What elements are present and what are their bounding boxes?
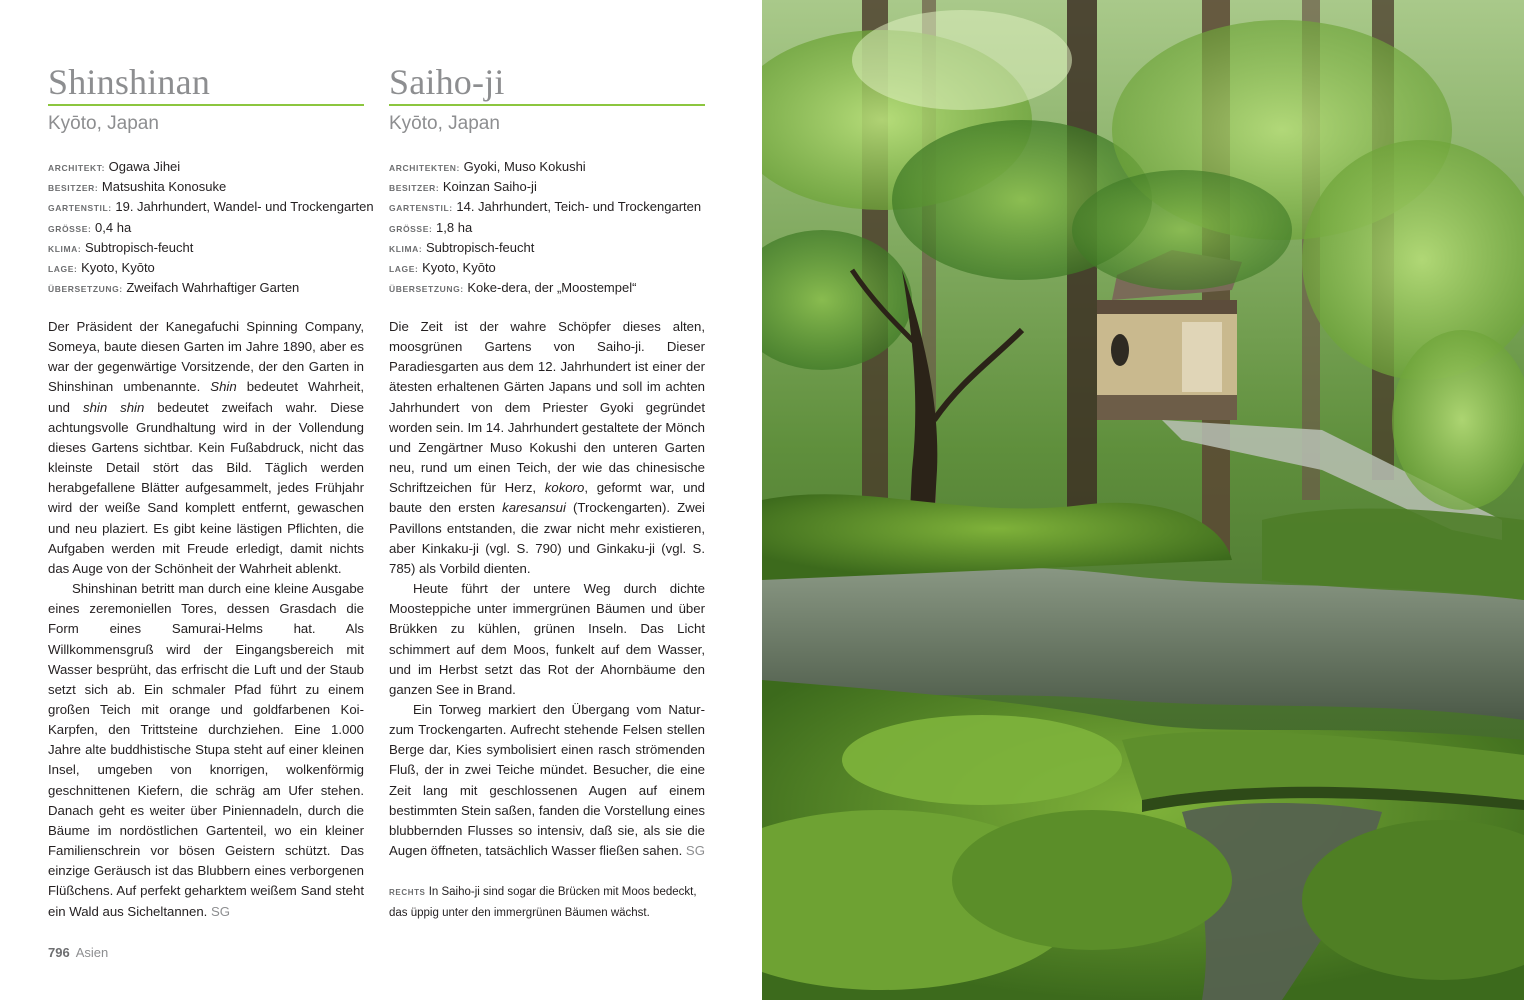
- fact-translation: ÜBERSETZUNG: Koke-dera, der „Moostempel“: [389, 280, 637, 296]
- fact-translation: ÜBERSETZUNG: Zweifach Wahrhaftiger Garten: [48, 280, 300, 296]
- fact-owner: BESITZER: Koinzan Saiho-ji: [389, 179, 537, 195]
- fact-location: LAGE: Kyoto, Kyōto: [48, 259, 155, 275]
- fact-style: GARTENSTIL: 14. Jahrhundert, Teich- und Trockengarten: [389, 199, 702, 215]
- fact-climate: KLIMA: Subtropisch-feucht: [389, 239, 535, 255]
- article-location: Kyōto, Japan: [389, 113, 500, 134]
- fact-list: [48, 157, 378, 298]
- fact-climate: KLIMA: Subtropisch-feucht: [48, 239, 194, 255]
- fact-location: LAGE: Kyoto, Kyōto: [389, 259, 496, 275]
- fact-size: GRÖSSE: 1,8 ha: [389, 219, 473, 235]
- caption-text: In Saiho-ji sind sogar die Brücken mit Moos bedeckt, das üppig unter den immergrünen Bäumen wächst.: [389, 886, 697, 919]
- fact-architect: ARCHITEKTEN: Gyoki, Muso Kokushi: [389, 159, 586, 174]
- photo-caption: [389, 882, 709, 923]
- body-paragraph: Der Präsident der Kanegafuchi Spinning Company, Someya, baute diesen Garten im Jahre 1890, aber es war der gegenwärtige Vorsitzende, der den Garten in Shinshinan umbenannte. Shin bedeutet Wahrheit, und shin shin bedeutet zweifach wahr. Diese achtungsvolle Grundhaltung wird in der Vollendung dieses Gartens sichtbar. Kein Fußabdruck, nicht das kleinste Detail stört das Bild. Täglich werden herabgefallene Blätter aufgesammelt, jedes Frühjahr wird der weiße Sand komplett entfernt, gewaschen und neu plaziert. Es gibt keine lästigen Pflichten, die Aufgaben werden mit Freude erledigt, damit nichts das Auge von der Schönheit der Wahrheit ablenkt.: [48, 319, 364, 576]
- author-initials: SG: [685, 843, 705, 859]
- article-location: Kyōto, Japan: [48, 113, 159, 134]
- caption-direction: RECHTS: [389, 888, 426, 897]
- garden-photo: [762, 0, 1524, 1000]
- title-rule: [389, 104, 705, 106]
- fact-list: [389, 157, 719, 298]
- body-paragraph: Ein Torweg markiert den Übergang vom Natur- zum Trockengarten. Aufrecht stehende Felsen stellen Berge dar, Kies symbolisiert einen rasch strömenden Fluß, der in zwei Teiche mündet. Besucher, die eine Zeit lang mit geschlossenen Augen auf einem bestimmten Stein saßen, fanden die Vorstellung eines blubbernden Flusses so intensiv, daß sie, als sie die Augen öffneten, tatsächlich Wasser fließen sahen. SG: [389, 701, 705, 859]
- page-footer: [48, 943, 108, 963]
- fact-style: GARTENSTIL: 19. Jahrhundert, Wandel- und Trockengarten: [48, 199, 374, 215]
- body-paragraph: Shinshinan betritt man durch eine kleine Ausgabe eines zeremoniellen Tores, dessen Grasdach die Form eines Samurai-Helms hat. Als Willkommensgruß wird der Eingangsbereich mit Wasser besprüht, das erfrischt die Luft und der Staub setzt sich ab. Ein schmaler Pfad führt zu einem großen Teich mit orange und goldfarbenen Koi-Karpfen, den Trittsteine durchziehen. Eine 1.000 Jahre alte buddhistische Stupa steht auf einer kleinen Insel, umgeben von knorrigen, wolkenförmig geschnittenen Kiefern, die schräg am Ufer stehen. Danach geht es weiter über Piniennadeln, durch die Bäume im nordöstlichen Gartenteil, wo ein kleiner Familienschrein vor bösen Geistern schützt. Das einzige Geräusch ist das Blubbern eines verborgenen Flüßchens. Auf perfekt geharktem weißem Sand steht ein Wald aus Sicheltannen. SG: [48, 581, 364, 919]
- section-name: Asien: [75, 945, 109, 960]
- article-body: [48, 317, 364, 922]
- fact-architect: ARCHITEKT: Ogawa Jihei: [48, 159, 181, 174]
- author-initials: SG: [211, 903, 231, 919]
- page-number: 796: [48, 945, 70, 960]
- article-title: Saiho-ji: [389, 62, 505, 102]
- moss-garden-image: [762, 0, 1524, 1000]
- fact-size: GRÖSSE: 0,4 ha: [48, 219, 132, 235]
- body-paragraph: Die Zeit ist der wahre Schöpfer dieses alten, moosgrünen Gartens von Saiho-ji. Dieser Paradiesgarten aus dem 12. Jahrhundert ist einer der ätesten erhaltenen Gärten Japans und soll im achten Jahrhundert von dem Priester Gyoki gegründet worden sein. Im 14. Jahrhundert gestaltete der Mönch und Zengärtner Muso Kokushi den unteren Garten neu, rund um einen Teich, der wie das chinesische Schriftzeichen für Herz, kokoro, geformt war, und baute den ersten karesansui (Trockengarten). Zwei Pavillons entstanden, die zwar nicht mehr existieren, aber Kinkaku-ji (vgl. S. 790) und Ginkaku-ji (vgl. S. 785) als Vorbild dienten.: [389, 319, 705, 576]
- article-body: [389, 317, 705, 861]
- fact-owner: BESITZER: Matsushita Konosuke: [48, 179, 227, 195]
- title-rule: [48, 104, 364, 106]
- article-title: Shinshinan: [48, 62, 211, 102]
- body-paragraph: Heute führt der untere Weg durch dichte Moosteppiche unter immergrünen Bäumen und über Brükken zu kühlen, grünen Inseln. Das Licht schimmert auf dem Moos, funkelt auf dem Wasser, und im Herbst setzt das Rot der Ahornbäume den ganzen See in Brand.: [389, 581, 705, 697]
